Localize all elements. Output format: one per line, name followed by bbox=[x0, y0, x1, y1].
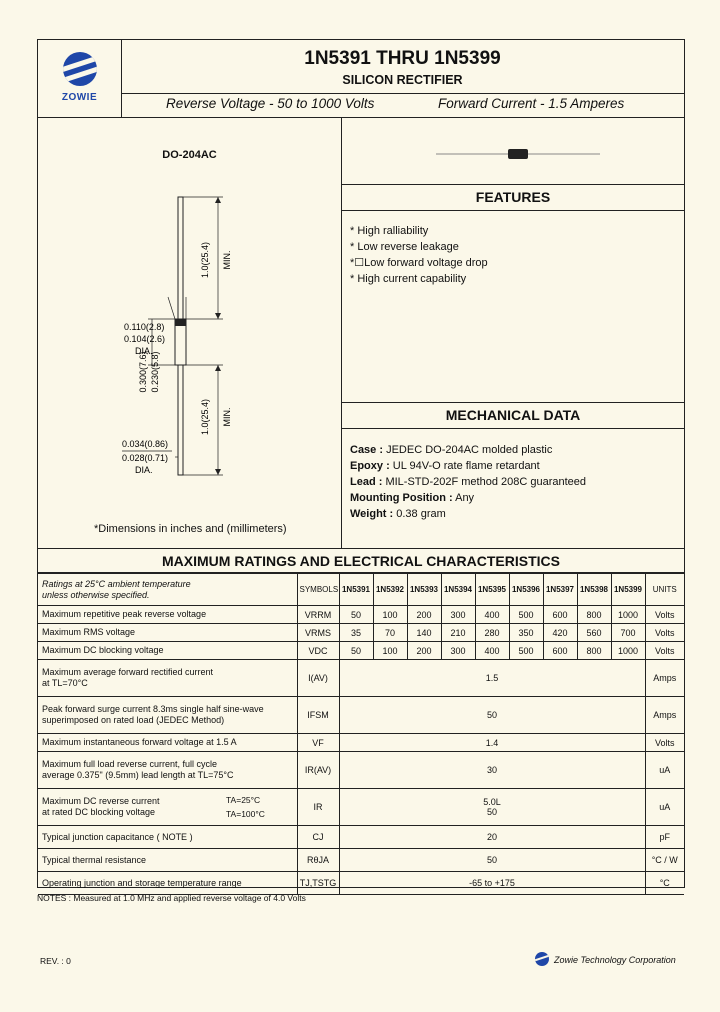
table-row: Maximum instantaneous forward voltage at 1.5 A VF 1.4 Volts bbox=[38, 734, 684, 752]
body-dia-max-label: 0.110(2.8) bbox=[124, 322, 165, 332]
part-header: 1N5396 bbox=[509, 574, 543, 606]
logo-box bbox=[38, 40, 122, 117]
lead-dia-min-label: 0.028(0.71) bbox=[122, 453, 169, 463]
part-header: 1N5399 bbox=[611, 574, 645, 606]
package-label: DO-204AC bbox=[162, 149, 217, 161]
units-header: UNITS bbox=[645, 574, 684, 606]
table-row: Maximum average forward rectified current at TL=70°C I(AV) 1.5 Amps bbox=[38, 660, 684, 697]
zowie-logo-icon bbox=[63, 52, 97, 86]
table-row: Peak forward surge current 8.3ms single half sine-wave superimposed on rated load (JEDEC Method) IFSM 50 Amps bbox=[38, 697, 684, 734]
bottom-lead bbox=[178, 365, 183, 475]
spec-reverse-voltage: Reverse Voltage - 50 to 1000 Volts bbox=[166, 96, 375, 111]
diode-image-body bbox=[508, 149, 528, 159]
feature-item: * Low reverse leakage bbox=[350, 241, 459, 253]
datasheet-page bbox=[37, 39, 685, 888]
bottom-lead-min-label: MIN. bbox=[222, 407, 232, 427]
body-dia-min-label: 0.104(2.6) bbox=[124, 334, 166, 344]
part-subtitle: SILICON RECTIFIER bbox=[342, 73, 463, 87]
dimension-note: *Dimensions in inches and (millimeters) bbox=[94, 523, 287, 535]
table-row: Maximum full load reverse current, full cycle average 0.375" (9.5mm) lead length at TL=75°C IR(AV) 30 uA bbox=[38, 752, 684, 789]
table-row: Maximum DC reverse current at rated DC blocking voltage TA=25°C TA=100°C IR 5.0L 50 uA bbox=[38, 789, 684, 826]
part-header: 1N5397 bbox=[543, 574, 577, 606]
table-header-row bbox=[38, 574, 684, 606]
spec-forward-current: Forward Current - 1.5 Amperes bbox=[438, 96, 625, 111]
datasheet-header bbox=[38, 40, 684, 118]
bottom-lead-length-label: 1.0(25.4) bbox=[200, 398, 210, 436]
cathode-band bbox=[175, 319, 186, 326]
company-logo-icon bbox=[535, 952, 549, 966]
mech-item-mounting: Mounting Position : Any bbox=[350, 492, 475, 504]
company-name: Zowie Technology Corporation bbox=[554, 955, 676, 965]
table-row: Typical thermal resistance RθJA 50 °C / W bbox=[38, 849, 684, 872]
body-dia-label: DIA. bbox=[135, 346, 153, 356]
part-header: 1N5394 bbox=[441, 574, 475, 606]
mech-item-weight: Weight : 0.38 gram bbox=[350, 508, 446, 520]
lead-dia-label: DIA. bbox=[135, 465, 153, 475]
part-header: 1N5391 bbox=[339, 574, 373, 606]
logo-text: ZOWIE bbox=[61, 92, 98, 103]
ratings-table bbox=[38, 573, 684, 895]
mech-item-lead: Lead : MIL-STD-202F method 208C guaranteed bbox=[350, 476, 587, 488]
revision: REV. : 0 bbox=[40, 956, 71, 966]
part-title: 1N5391 THRU 1N5399 bbox=[304, 48, 501, 69]
feature-item: * High current capability bbox=[350, 273, 467, 285]
body-length-max-label: 0.300(7.6) bbox=[138, 351, 148, 393]
lead-dia-max-label: 0.034(0.86) bbox=[122, 439, 169, 449]
table-row: Maximum RMS voltage VRMS 35 70 140 210 280 350 420 560 700 Volts bbox=[38, 624, 684, 642]
body-length-min-label: 0.230(5.8) bbox=[150, 351, 160, 393]
top-lead bbox=[178, 197, 183, 319]
top-lead-min-label: MIN. bbox=[222, 250, 232, 270]
drawing-and-features-section bbox=[38, 117, 684, 549]
feature-item: *☐Low forward voltage drop bbox=[350, 257, 488, 269]
features-list bbox=[350, 223, 488, 287]
notes: NOTES : Measured at 1.0 MHz and applied reverse voltage of 4.0 Volts bbox=[37, 893, 306, 903]
feature-item: * High ralliability bbox=[350, 225, 429, 237]
top-lead-length-label: 1.0(25.4) bbox=[200, 241, 210, 279]
part-header: 1N5392 bbox=[373, 574, 407, 606]
part-header: 1N5395 bbox=[475, 574, 509, 606]
ratings-conditions: Ratings at 25°C ambient temperature unless otherwise specified. bbox=[38, 574, 297, 606]
table-row: Maximum repetitive peak reverse voltage VRRM 50 100 200 300 400 500 600 800 1000 Volts bbox=[38, 606, 684, 624]
table-row: Operating junction and storage temperature range TJ,TSTG -65 to +175 °C bbox=[38, 872, 684, 895]
mechanical-data-title: MECHANICAL DATA bbox=[342, 402, 684, 429]
mech-item-epoxy: Epoxy : UL 94V-O rate flame retardant bbox=[350, 460, 540, 472]
symbols-header: SYMBOLS bbox=[297, 574, 339, 606]
table-row: Typical junction capacitance ( NOTE ) CJ 20 pF bbox=[38, 826, 684, 849]
part-header: 1N5393 bbox=[407, 574, 441, 606]
features-title: FEATURES bbox=[342, 184, 684, 211]
mech-item-case: Case : JEDEC DO-204AC molded plastic bbox=[350, 444, 553, 456]
table-row: Maximum DC blocking voltage VDC 50 100 200 300 400 500 600 800 1000 Volts bbox=[38, 642, 684, 660]
mechanical-data-list bbox=[350, 442, 586, 522]
header-divider bbox=[121, 93, 684, 94]
part-header: 1N5398 bbox=[577, 574, 611, 606]
ratings-title: MAXIMUM RATINGS AND ELECTRICAL CHARACTERISTICS bbox=[38, 549, 684, 573]
